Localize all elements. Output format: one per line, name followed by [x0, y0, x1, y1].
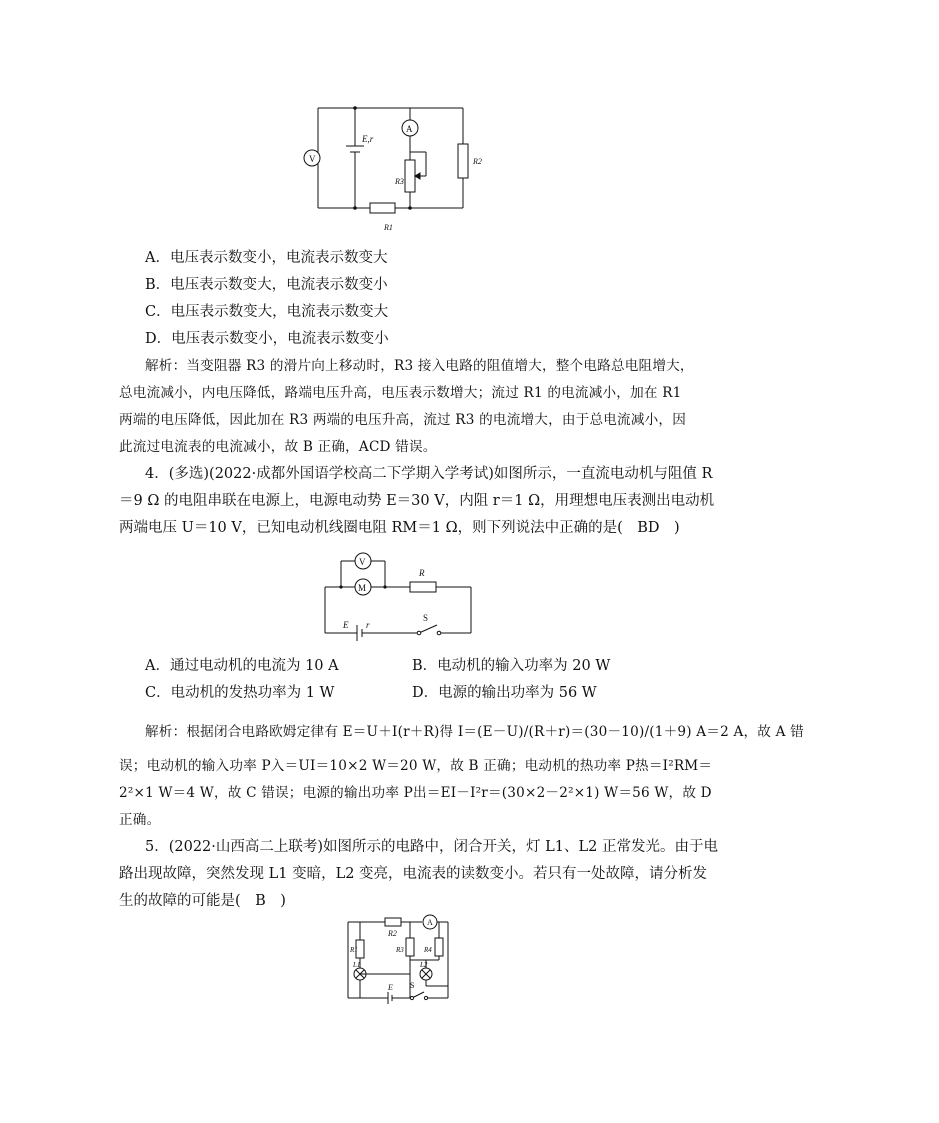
r3-label: R3 — [395, 177, 404, 186]
q4-option-a: A．通过电动机的电流为 10 A — [145, 658, 339, 674]
motor-label: M — [358, 583, 367, 593]
q4-option-d: D．电源的输出功率为 56 W — [412, 685, 597, 701]
q3-analysis-line-2: 总电流减小，内电压降低，路端电压升高，电压表示数增大；流过 R1 的电流减小，加在 R1 — [119, 385, 682, 401]
q3-analysis-line-4: 此流过电流表的电流减小，故 B 正确，ACD 错误。 — [119, 439, 437, 455]
q4-stem-line-3: 两端电压 U＝10 V，已知电动机线圈电阻 RM＝1 Ω，则下列说法中正确的是( BD ) — [119, 520, 680, 536]
r1-label: R1 — [350, 946, 358, 954]
circuit-figure-3 — [340, 912, 460, 1007]
q3-option-a: A．电压表示数变小，电流表示数变大 — [145, 250, 388, 266]
q5-stem-line-3: 生的故障的可能是( B ) — [119, 893, 286, 909]
resistor-label: R — [419, 568, 425, 578]
r4-label: R4 — [424, 946, 432, 954]
q3-option-d: D．电压表示数变小，电流表示数变小 — [145, 331, 389, 347]
q4-option-c: C．电动机的发热功率为 1 W — [145, 685, 335, 701]
circuit-diagram-2 — [315, 545, 485, 645]
switch-label: S — [423, 613, 429, 623]
voltmeter-label: V — [309, 154, 316, 164]
voltmeter-label: V — [359, 557, 366, 567]
ammeter-label: A — [427, 918, 433, 927]
q5-stem-line-2: 路出现故障，突然发现 L1 变暗，L2 变亮，电流表的读数变小。若只有一处故障，请分析发 — [119, 866, 708, 882]
ammeter-label: A — [406, 124, 413, 134]
q3-option-b: B．电压表示数变大，电流表示数变小 — [145, 277, 388, 293]
q4-analysis-line-1: 解析：根据闭合电路欧姆定律有 E＝U＋I(r＋R)得 I＝(E－U)/(R＋r)＝(30－10)/(1＋9) A＝2 A，故 A 错 — [145, 724, 804, 740]
l2-label: L2 — [420, 961, 428, 969]
q4-analysis-line-4: 正确。 — [119, 812, 161, 828]
emf-label: E — [388, 983, 393, 992]
source-label: E,r — [362, 134, 374, 144]
circuit-figure-1 — [300, 100, 480, 240]
q4-stem-line-1: 4．(多选)(2022·成都外国语学校高二下学期入学考试)如图所示，一直流电动机与阻值 R — [145, 466, 713, 482]
q4-analysis-line-3: 2²×1 W＝4 W，故 C 错误；电源的输出功率 P出＝EI－I²r＝(30×2－2²×1) W＝56 W，故 D — [119, 785, 712, 801]
q4-option-b: B．电动机的输入功率为 20 W — [412, 658, 611, 674]
r3-label: R3 — [396, 946, 404, 954]
circuit-diagram-3 — [340, 912, 460, 1007]
q3-analysis-line-3: 两端的电压降低，因此加在 R3 两端的电压升高，流过 R3 的电流增大，由于总电流减小，因 — [119, 412, 687, 428]
r2-label: R2 — [473, 157, 482, 166]
q3-analysis-line-1: 解析：当变阻器 R3 的滑片向上移动时，R3 接入电路的阻值增大，整个电路总电阻增大， — [145, 358, 694, 374]
r2-label: R2 — [388, 929, 397, 938]
r1-label: R1 — [384, 223, 393, 232]
q5-stem-line-1: 5．(2022·山西高二上联考)如图所示的电路中，闭合开关，灯 L1、L2 正常发光。由于电 — [145, 839, 718, 855]
switch-label: S — [410, 981, 415, 990]
circuit-diagram-1 — [300, 100, 480, 240]
circuit-figure-2 — [315, 545, 485, 645]
internal-resistance-label: r — [366, 620, 370, 630]
emf-label: E — [343, 620, 349, 630]
l1-label: L1 — [353, 961, 361, 969]
q3-option-c: C．电压表示数变大，电流表示数变大 — [145, 304, 389, 320]
q4-stem-line-2: ＝9 Ω 的电阻串联在电源上，电源电动势 E＝30 V，内阻 r＝1 Ω，用理想电压表测出电动机 — [119, 493, 715, 509]
q4-analysis-line-2: 误；电动机的输入功率 P入＝UI＝10×2 W＝20 W，故 B 正确；电动机的热功率 P热＝I²RM＝ — [119, 758, 713, 774]
